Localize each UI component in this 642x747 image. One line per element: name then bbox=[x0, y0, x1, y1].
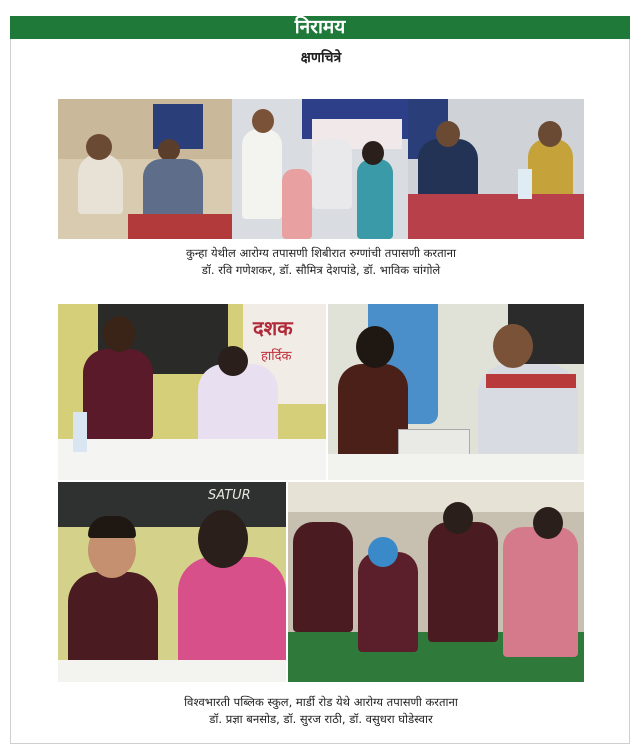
chalkboard-text: SATUR bbox=[208, 488, 251, 503]
caption-bottom-line2: डॉ. प्रज्ञा बनसोड, डॉ. सुरज राठी, डॉ. वसुधरा घोडेस्वार bbox=[209, 712, 433, 726]
section-header: निरामय bbox=[10, 16, 630, 39]
photo-school-boy-stethoscope bbox=[328, 304, 584, 480]
page-subtitle: क्षणचित्रे bbox=[300, 50, 342, 66]
photo-school-girl-exam bbox=[58, 304, 326, 480]
caption-top-line2: डॉ. रवि गणेशकर, डॉ. सौमित्र देशपांडे, डॉ. भाविक चांगोले bbox=[201, 263, 441, 277]
photo-school-boy-exam bbox=[58, 482, 286, 682]
photo-camp-consultation bbox=[408, 99, 584, 239]
banner-text-1: दशक bbox=[253, 316, 293, 340]
photo-camp-ent-exam bbox=[58, 99, 232, 239]
caption-bottom-line1: विश्वभारती पब्लिक स्कुल, मार्डी रोड येथे आरोग्य तपासणी करताना bbox=[184, 695, 458, 709]
banner-text-2: हार्दिक bbox=[261, 349, 292, 364]
caption-top-line1: कुन्हा येथील आरोग्य तपासणी शिबीरात रुग्णांची तपासणी करताना bbox=[185, 246, 457, 260]
photo-school-students-group bbox=[288, 482, 584, 682]
photo-camp-child-exam bbox=[232, 99, 408, 239]
